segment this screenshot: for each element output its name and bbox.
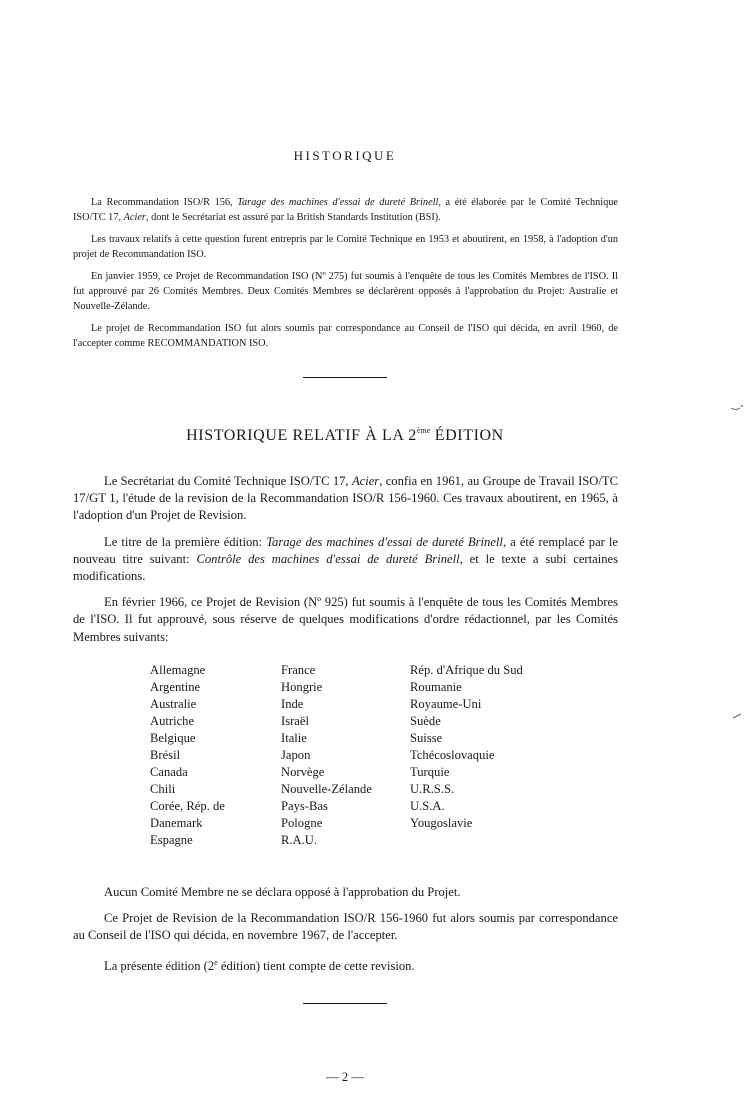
country-item: Danemark: [150, 816, 203, 830]
country-item: Pologne: [281, 816, 323, 830]
country-item: Roumanie: [410, 680, 462, 694]
country-item: Turquie: [410, 765, 450, 779]
country-item: Pays-Bas: [281, 799, 328, 813]
country-item: Suisse: [410, 731, 443, 745]
section-divider: [303, 1003, 387, 1004]
historique-paragraph-3: En janvier 1959, ce Projet de Recommandation ISO (Nº 275) fut soumis à l'enquête de tous les Comités Membres de l'ISO. Il fut approuvé par 26 Comités Membres. Deux Comités Membres se déclarèrent opposés à l'approbation du Projet: Australie et Nouvelle-Zélande.: [73, 271, 618, 312]
country-item: Argentine: [150, 680, 201, 694]
country-item: Chili: [150, 782, 176, 796]
edition2-closing-section: [73, 884, 618, 984]
country-item: Inde: [281, 697, 304, 711]
countries-column-3: [410, 662, 523, 832]
historique-title: HISTORIQUE: [293, 148, 397, 163]
edition2-paragraph-3: En février 1966, ce Projet de Revision (Nº 925) fut soumis à l'enquête de tous les Comités Membres de l'ISO. Il fut approuvé, sous réserve de quelques modifications d'ordre rédactionnel, par les Comités Membres suivants:: [73, 595, 618, 644]
edition2-paragraph-5: Ce Projet de Revision de la Recommandation ISO/R 156-1960 fut alors soumis par correspondance au Conseil de l'ISO qui décida, en novembre 1967, de l'accepter.: [73, 911, 618, 943]
edition2-paragraph-6: La présente édition (2e édition) tient compte de cette revision.: [104, 957, 415, 973]
country-item: Australie: [150, 697, 197, 711]
country-item: U.S.A.: [410, 799, 445, 813]
country-item: R.A.U.: [281, 833, 318, 847]
country-item: Corée, Rép. de: [150, 799, 225, 813]
country-item: Canada: [150, 765, 188, 779]
historique-paragraph-4: Le projet de Recommandation ISO fut alors soumis par correspondance au Conseil de l'ISO qui décida, en avril 1960, de l'accepter comme RECOMMANDATION ISO.: [73, 323, 618, 349]
country-item: Italie: [281, 731, 307, 745]
country-item: Yougoslavie: [410, 816, 473, 830]
page-number: — 2 —: [326, 1070, 364, 1084]
country-item: Norvège: [281, 765, 325, 779]
country-item: Belgique: [150, 731, 196, 745]
country-item: Autriche: [150, 714, 195, 728]
country-item: U.R.S.S.: [410, 782, 455, 796]
country-item: France: [281, 663, 316, 677]
country-item: Royaume-Uni: [410, 697, 482, 711]
edition2-paragraph-4: Aucun Comité Membre ne se déclara opposé à l'approbation du Projet.: [104, 885, 461, 899]
edition2-section: [73, 473, 618, 655]
historique-section: [73, 196, 618, 359]
edition2-title: HISTORIQUE RELATIF À LA 2ème ÉDITION: [186, 426, 504, 444]
edition2-paragraph-2: Le titre de la première édition: Tarage des machines d'essai de dureté Brinell, a été remplacé par le nouveau titre suivant: Contrôle des machines d'essai de dureté Brinell, et le texte a subi certaines modifications.: [73, 534, 619, 584]
country-item: Espagne: [150, 833, 193, 847]
edition2-paragraph-1: Le Secrétariat du Comité Technique ISO/TC 17, Acier, confia en 1961, au Groupe de Travail ISO/TC 17/GT 1, l'étude de la revision de la Recommandation ISO/R 156-1960. Ces travaux aboutirent, en 1965, à l'adoption d'un Projet de Revision.: [73, 474, 618, 523]
country-item: Tchécoslovaquie: [410, 748, 495, 762]
historique-paragraph-2: Les travaux relatifs à cette question furent entrepris par le Comité Technique en 1953 et aboutirent, en 1958, à l'adoption d'un projet de Recommandation ISO.: [73, 234, 618, 260]
country-item: Brésil: [150, 748, 181, 762]
country-item: Allemagne: [150, 663, 206, 677]
scan-mark-icon: [730, 404, 744, 412]
historique-paragraph-1: La Recommandation ISO/R 156, Tarage des machines d'essai de dureté Brinell, a été élaborée par le Comité Technique ISO/TC 17, Acier, dont le Secrétariat est assuré par la British Standards Institution (BSI).: [73, 197, 618, 223]
country-item: Israël: [281, 714, 309, 728]
country-item: Rép. d'Afrique du Sud: [410, 663, 523, 677]
section-divider: [303, 377, 387, 378]
country-item: Suède: [410, 714, 441, 728]
country-item: Hongrie: [281, 680, 323, 694]
scan-mark-icon: [732, 712, 742, 720]
country-item: Nouvelle-Zélande: [281, 782, 372, 796]
countries-column-1: [150, 662, 225, 849]
country-item: Japon: [281, 748, 311, 762]
countries-column-2: [281, 662, 372, 849]
